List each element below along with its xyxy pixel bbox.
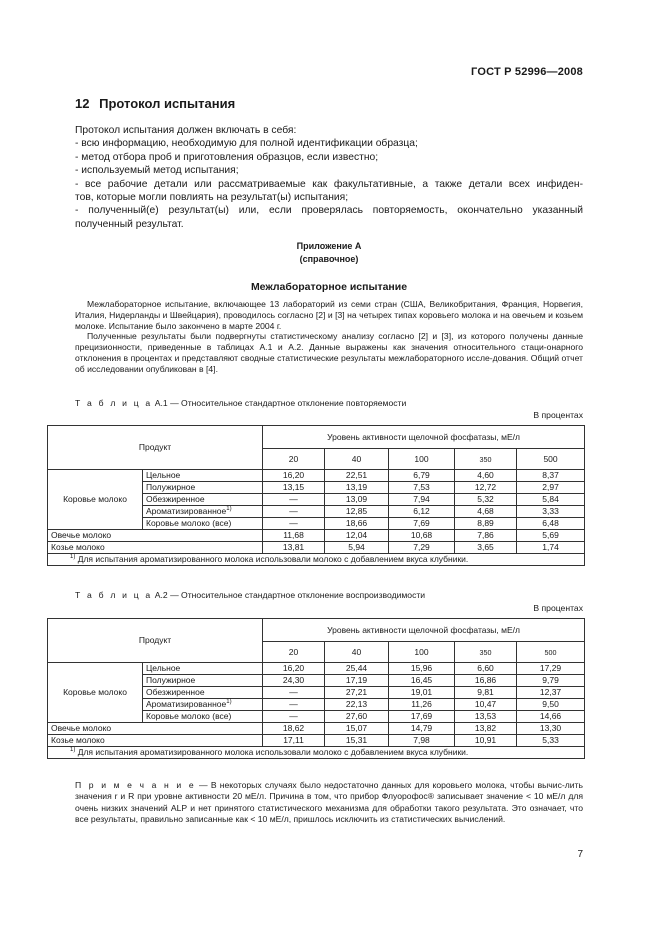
cell: 7,69 [389,518,455,530]
row-label: Овечье молоко [48,723,263,735]
table1-header-product: Продукт [48,426,263,470]
row-label: Козье молоко [48,735,263,747]
table1-level: 20 [263,449,325,470]
cell: 2,97 [517,482,585,494]
page-number: 7 [577,849,583,860]
annex-paragraph: Полученные результаты были подвергнуты статистическому анализу согласно [2] и [3], из которого получены данные прецизионности, приведенные в таблицах А.1 и А.2. Данные выражены как значения относительного стаци-онарного отклонения в процентах и представляют сводные статистические результаты межлабораторного иссле-дования. Общий отчет об исследовании опубликован в [4]. [75,331,583,374]
cell: 11,68 [263,530,325,542]
table-row [48,663,585,675]
table1-level: 100 [389,449,455,470]
cell: 15,07 [325,723,389,735]
cell: 6,12 [389,506,455,518]
cell: — [263,687,325,699]
cell: — [263,494,325,506]
protocol-item: - всю информацию, необходимую для полной идентификации образца; [75,138,418,150]
cell: 12,37 [517,687,585,699]
cell: 12,72 [455,482,517,494]
table2 [47,618,585,759]
row-label: Полужирное [143,482,263,494]
table-row [48,530,585,542]
table2-group-cow: Коровье молоко [48,663,143,723]
cell: 15,96 [389,663,455,675]
table2-level: 100 [389,642,455,663]
footnote-ref: 1) [226,699,232,705]
cell: — [263,518,325,530]
cell: 16,20 [263,470,325,482]
cell: 17,19 [325,675,389,687]
cell: 10,47 [455,699,517,711]
table1-level: 350 [455,449,517,470]
table1-caption-label: Т а б л и ц а [75,398,153,408]
table2-header-product: Продукт [48,619,263,663]
section-number: 12 [75,96,90,111]
row-label: Козье молоко [48,542,263,554]
cell: 1,74 [517,542,585,554]
cell: 3,65 [455,542,517,554]
cell: — [263,699,325,711]
cell: 9,50 [517,699,585,711]
table2-level: 500 [517,642,585,663]
cell: 13,19 [325,482,389,494]
cell: 11,26 [389,699,455,711]
cell: 27,60 [325,711,389,723]
protocol-item: полученный результат. [75,218,184,230]
cell: 16,86 [455,675,517,687]
row-label: Обезжиренное [143,494,263,506]
footnote-mark: 1) [70,554,76,560]
cell: 13,30 [517,723,585,735]
cell: 5,33 [517,735,585,747]
footnote-text: Для испытания ароматизированного молока использовали молоко с добавлением вкуса клубники. [77,747,469,757]
table-row [48,735,585,747]
table2-level: 20 [263,642,325,663]
footnote-text: Для испытания ароматизированного молока использовали молоко с добавлением вкуса клубники. [77,554,469,564]
cell: 5,32 [455,494,517,506]
cell: 5,84 [517,494,585,506]
row-label [143,506,263,518]
note-text: — В некоторых случаях было недостаточно данных для коровьего молока, чтобы вычис-лить значения r и R при уровне активности 20 мЕ/л. Причина в том, что прибор Флуорофос® записывает значение < 10 мЕ/л для очень низких значений ALP и нет принятого статистического механизма для обработки такого результата. Это означает, что все результаты, правильно записанные как < 10 мЕ/л, пришлось исключить из статистических вычислений. [75,780,583,825]
cell: 8,89 [455,518,517,530]
cell: 13,53 [455,711,517,723]
row-label: Овечье молоко [48,530,263,542]
row-label-text: Ароматизированное [146,699,227,709]
protocol-item: тов, которые могли повлиять на результат(ы) испытания; [75,192,349,204]
row-label [143,699,263,711]
table2-level: 40 [325,642,389,663]
cell: 14,79 [389,723,455,735]
cell: 12,85 [325,506,389,518]
row-label: Коровье молоко (все) [143,518,263,530]
table1-unit: В процентах [533,410,583,420]
cell: 12,04 [325,530,389,542]
table2-header-level: Уровень активности щелочной фосфатазы, мЕ/л [263,619,585,642]
footnote-ref: 1) [226,506,232,512]
cell: 4,68 [455,506,517,518]
cell: 6,79 [389,470,455,482]
table1 [47,425,585,566]
table2-caption-text: А.2 — Относительное стандартное отклонение воспроизводимости [152,590,426,600]
row-label-text: Ароматизированное [146,506,227,516]
cell: 7,94 [389,494,455,506]
cell: 7,98 [389,735,455,747]
cell: 27,21 [325,687,389,699]
row-label: Цельное [143,470,263,482]
cell: 13,15 [263,482,325,494]
protocol-item: - метод отбора проб и приготовления образцов, если известно; [75,151,379,163]
table1-footnote-row [48,554,585,566]
table2-footnote [48,747,585,759]
cell: 6,48 [517,518,585,530]
cell: 17,69 [389,711,455,723]
row-label: Коровье молоко (все) [143,711,263,723]
cell: 7,53 [389,482,455,494]
cell: 18,66 [325,518,389,530]
table1-group-cow: Коровье молоко [48,470,143,530]
cell: 25,44 [325,663,389,675]
cell: 22,51 [325,470,389,482]
table1-caption [75,398,406,408]
cell: 24,30 [263,675,325,687]
annex-body [75,299,583,375]
table-row [48,723,585,735]
annex-status: (справочное) [299,254,359,264]
cell: 8,37 [517,470,585,482]
cell: 19,01 [389,687,455,699]
cell: 5,69 [517,530,585,542]
table1-header-level: Уровень активности щелочной фосфатазы, мЕ/л [263,426,585,449]
table2-caption-label: Т а б л и ц а [75,590,153,600]
cell: 13,81 [263,542,325,554]
cell: 15,31 [325,735,389,747]
cell: 5,94 [325,542,389,554]
protocol-list [75,124,583,231]
cell: 14,66 [517,711,585,723]
row-label: Полужирное [143,675,263,687]
annex-title: Межлабораторное испытание [250,281,408,293]
cell: 10,68 [389,530,455,542]
footnote-mark: 1) [70,747,76,753]
protocol-item: - используемый метод испытания; [75,165,239,177]
cell: 22,13 [325,699,389,711]
cell: 16,45 [389,675,455,687]
protocol-item: - полученный(е) результат(ы) или, если проверялась повторяемость, окончательно указанный [75,205,583,217]
cell: 17,29 [517,663,585,675]
cell: 18,62 [263,723,325,735]
table2-caption [75,590,425,600]
cell: 10,91 [455,735,517,747]
table-row [48,542,585,554]
table-row [48,470,585,482]
table1-level: 500 [517,449,585,470]
cell: 7,86 [455,530,517,542]
cell: — [263,506,325,518]
cell: 4,60 [455,470,517,482]
cell: 13,09 [325,494,389,506]
annex-label: Приложение А [296,241,362,251]
cell: 9,81 [455,687,517,699]
note [75,780,583,826]
row-label: Обезжиренное [143,687,263,699]
section-title: Протокол испытания [99,96,236,111]
table1-footnote [48,554,585,566]
cell: 13,82 [455,723,517,735]
cell: 16,20 [263,663,325,675]
table1-caption-text: А.1 — Относительное стандартное отклонение повторяемости [152,398,407,408]
table2-unit: В процентах [533,603,583,613]
cell: 6,60 [455,663,517,675]
section-heading [75,96,235,111]
cell: — [263,711,325,723]
table2-footnote-row [48,747,585,759]
row-label: Цельное [143,663,263,675]
cell: 17,11 [263,735,325,747]
protocol-intro: Протокол испытания должен включать в себя: [75,125,297,136]
table2-level: 350 [455,642,517,663]
note-label: П р и м е ч а н и е [75,780,196,790]
cell: 3,33 [517,506,585,518]
annex-paragraph: Межлабораторное испытание, включающее 13 лабораторий из семи стран (США, Великобритания, Франция, Норвегия, Италия, Нидерланды и Швейцария), проводилось согласно [2] и [3] на четырех типах коровьего молока и на овечьем и козьем молоке. Испытание было закончено в марте 2004 г. [75,299,583,331]
standard-number: ГОСТ Р 52996—2008 [471,66,583,78]
cell: 7,29 [389,542,455,554]
table1-level: 40 [325,449,389,470]
cell: 9,79 [517,675,585,687]
protocol-item: - все рабочие детали или рассматриваемые как факультативные, а также детали всех инфиден- [75,178,583,190]
